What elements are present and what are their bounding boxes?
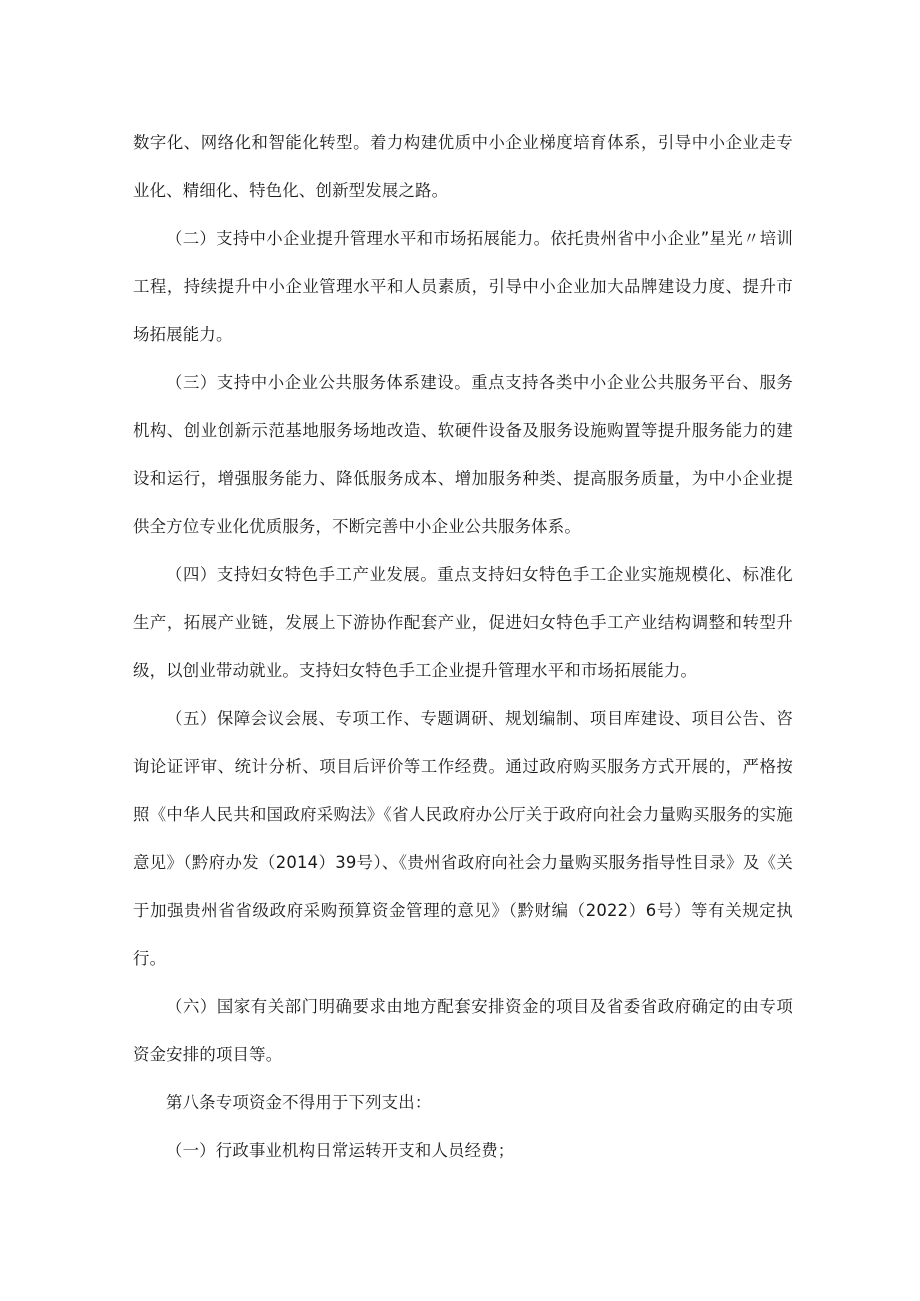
paragraph-item-5: （五）保障会议会展、专项工作、专题调研、规划编制、项目库建设、项目公告、咨询论证评审、统计分析、项目后评价等工作经费。通过政府购买服务方式开展的，严格按照《中华人民共和国政府采购法》《省人民政府办公厅关于政府向社会力量购买服务的实施意见》（黔府办发（2014）39号）、《贵州省政府向社会力量购买服务指导性目录》及《关于加强贵州省省级政府采购预算资金管理的意见》（黔财编（2022）6号）等有关规定执行。 bbox=[133, 709, 793, 968]
paragraph-continuation: 数字化、网络化和智能化转型。着力构建优质中小企业梯度培育体系，引导中小企业走专业化、精细化、特色化、创新型发展之路。 bbox=[133, 133, 793, 200]
document-body bbox=[133, 119, 793, 1175]
paragraph-item-3: （三）支持中小企业公共服务体系建设。重点支持各类中小企业公共服务平台、服务机构、创业创新示范基地服务场地改造、软硬件设备及服务设施购置等提升服务能力的建设和运行，增强服务能力、降低服务成本、增加服务种类、提高服务质量，为中小企业提供全方位专业化优质服务，不断完善中小企业公共服务体系。 bbox=[133, 373, 793, 536]
paragraph-item-2: （二）支持中小企业提升管理水平和市场拓展能力。依托贵州省中小企业”星光〃培训工程，持续提升中小企业管理水平和人员素质，引导中小企业加大品牌建设力度、提升市场拓展能力。 bbox=[133, 229, 793, 344]
paragraph-item-6: （六）国家有关部门明确要求由地方配套安排资金的项目及省委省政府确定的由专项资金安排的项目等。 bbox=[133, 997, 793, 1064]
paragraph-item-4: （四）支持妇女特色手工产业发展。重点支持妇女特色手工企业实施规模化、标准化生产，拓展产业链，发展上下游协作配套产业，促进妇女特色手工产业结构调整和转型升级，以创业带动就业。支持妇女特色手工企业提升管理水平和市场拓展能力。 bbox=[133, 565, 793, 680]
article-8-item-1: （一）行政事业机构日常运转开支和人员经费； bbox=[166, 1141, 515, 1160]
article-8-heading: 第八条专项资金不得用于下列支出： bbox=[166, 1093, 432, 1112]
